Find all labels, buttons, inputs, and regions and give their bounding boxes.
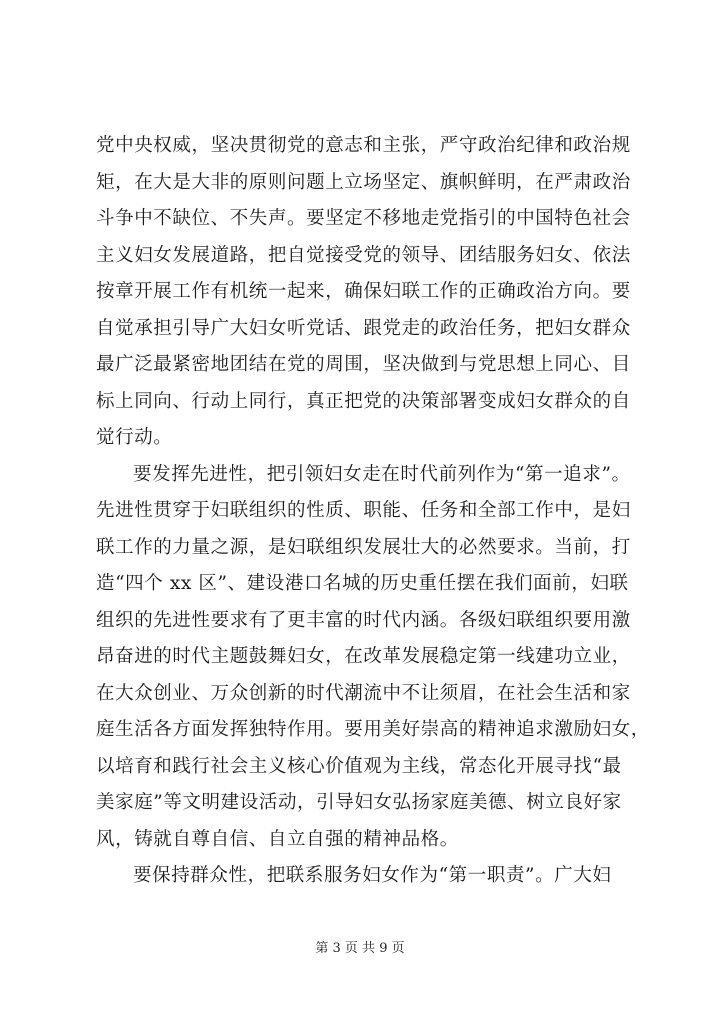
text-line: 造“四个 xx 区”、建设港口名城的历史重任摆在我们面前，妇联	[96, 573, 629, 594]
paragraph-first-line: 要保持群众性，把联系服务妇女作为“第一职责”。广大妇	[133, 865, 612, 886]
text-line: 斗争中不缺位、不失声。要坚定不移地走党指引的中国特色社会	[96, 208, 631, 229]
text-line: 觉行动。	[96, 427, 173, 448]
text-line: 主义妇女发展道路，把自觉接受党的领导、团结服务妇女、依法	[96, 244, 631, 266]
text-line: 自觉承担引导广大妇女听党话、跟党走的政治任务，把妇女群众	[96, 317, 631, 339]
text-line: 标上同向、行动上同行，真正把党的决策部署变成妇女群众的自	[96, 390, 631, 412]
text-line: 以培育和践行社会主义核心价值观为主线，常态化开展寻找“最	[96, 755, 622, 777]
text-line: 按章开展工作有机统一起来，确保妇联工作的正确政治方向。要	[96, 281, 631, 302]
text-line: 先进性贯穿于妇联组织的性质、职能、任务和全部工作中，是妇	[96, 500, 631, 521]
text-line: 在大众创业、万众创新的时代潮流中不让须眉，在社会生活和家	[96, 682, 631, 704]
text-line: 最广泛最紧密地团结在党的周围，坚决做到与党思想上同心、目	[96, 354, 631, 375]
text-line: 党中央权威，坚决贯彻党的意志和主张，严守政治纪律和政治规	[96, 135, 631, 156]
text-line: 矩，在大是大非的原则问题上立场坚定、旗帜鲜明，在严肃政治	[96, 171, 631, 193]
text-line: 联工作的力量之源，是妇联组织发展壮大的必然要求。当前，打	[96, 536, 631, 558]
page-number-footer: 第 3 页 共 9 页	[315, 941, 405, 956]
text-line: 昂奋进的时代主题鼓舞妇女，在改革发展稳定第一线建功立业，	[96, 646, 631, 667]
text-line: 风，铸就自尊自信、自立自强的精神品格。	[96, 828, 459, 850]
text-line: 组织的先进性要求有了更丰富的时代内涵。各级妇联组织要用激	[96, 609, 631, 631]
text-line: 美家庭”等文明建设活动，引导妇女弘扬家庭美德、树立良好家	[96, 792, 622, 813]
paragraph-first-line: 要发挥先进性，把引领妇女走在时代前列作为“第一追求”。	[133, 463, 631, 485]
body-text	[96, 128, 650, 895]
text-line: 庭生活各方面发挥独特作用。要用美好崇高的精神追求激励妇女，	[96, 719, 650, 740]
